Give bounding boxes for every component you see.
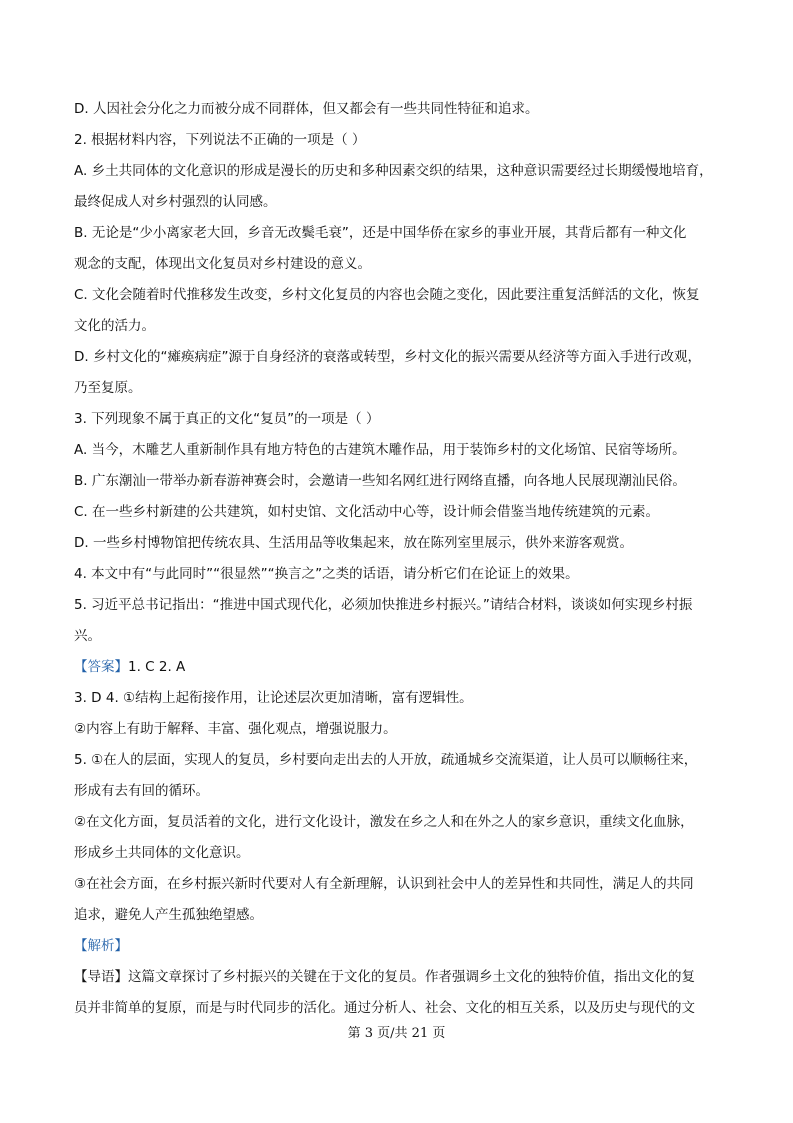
text-line: D. 乡村文化的“瘫痪病症”源于自身经济的衰落或转型，乡村文化的振兴需要从经济等方面入手进行改观， <box>74 349 701 365</box>
analysis-label: 【解析】 <box>74 938 128 954</box>
question-4: 4. 本文中有“与此同时”“很显然”“换言之”之类的话语，请分析它们在论证上的效果。 <box>74 566 579 582</box>
text-line: 兴。 <box>74 628 101 644</box>
guide-line <box>74 962 724 993</box>
text-line: 文化的活力。 <box>74 318 155 334</box>
text-line: 乃至复原。 <box>74 380 142 396</box>
text-line: ②在文化方面，复员活着的文化，进行文化设计，激发在乡之人和在外之人的家乡意识，重续文化血脉， <box>74 814 694 830</box>
answer-label: 【答案】 <box>74 659 128 675</box>
analysis-line <box>74 931 724 962</box>
question-3: 3. 下列现象不属于真正的文化“复员”的一项是（ ） <box>74 411 380 427</box>
answer-line <box>74 652 724 683</box>
text-line: B. 无论是“少小离家老大回，乡音无改鬓毛衰”，还是中国华侨在家乡的事业开展，其背后都有一种文化 <box>74 225 687 241</box>
page-content <box>74 94 724 1024</box>
text-line: 形成有去有回的循环。 <box>74 783 209 799</box>
text-line: 3. D 4. ①结构上起衔接作用，让论述层次更加清晰，富有逻辑性。 <box>74 690 473 706</box>
text-line: 5. ①在人的层面，实现人的复员，乡村要向走出去的人开放，疏通城乡交流渠道，让人员可以顺畅往来， <box>74 752 698 768</box>
text-line: 员并非简单的复原，而是与时代同步的活化。通过分析人、社会、文化的相互关系，以及历史与现代的文 <box>74 1000 695 1016</box>
text-line: ③在社会方面，在乡村振兴新时代要对人有全新理解，认识到社会中人的差异性和共同性，满足人的共同 <box>74 876 694 892</box>
text-line: D. 一些乡村博物馆把传统农具、生活用品等收集起来，放在陈列室里展示，供外来游客观赏。 <box>74 535 633 551</box>
text-line: A. 当今，木雕艺人重新制作具有地方特色的古建筑木雕作品，用于装饰乡村的文化场馆、民宿等场所。 <box>74 442 686 458</box>
question-2: 2. 根据材料内容，下列说法不正确的一项是（ ） <box>74 132 366 148</box>
text-line: 追求，避免人产生孤独绝望感。 <box>74 907 263 923</box>
answer-text: 1. C 2. A <box>128 659 186 675</box>
question-5: 5. 习近平总书记指出：“推进中国式现代化，必须加快推进乡村振兴。”请结合材料，谈谈如何实现乡村振 <box>74 597 693 613</box>
guide-label: 【导语】 <box>74 969 128 985</box>
text-line: 观念的支配，体现出文化复员对乡村建设的意义。 <box>74 256 371 272</box>
page-footer: 第 3 页/共 21 页 <box>347 1026 446 1041</box>
text-line: 形成乡土共同体的文化意识。 <box>74 845 250 861</box>
guide-text: 这篇文章探讨了乡村振兴的关键在于文化的复员。作者强调乡土文化的独特价值，指出文化的复 <box>128 969 695 985</box>
text-line: ②内容上有助于解释、丰富、强化观点，增强说服力。 <box>74 721 397 737</box>
text-line: C. 在一些乡村新建的公共建筑，如村史馆、文化活动中心等，设计师会借鉴当地传统建筑的元素。 <box>74 504 660 520</box>
text-line: B. 广东潮汕一带举办新春游神赛会时，会邀请一些知名网红进行网络直播，向各地人民展现潮汕民俗。 <box>74 473 686 489</box>
text-line: D. 人因社会分化之力而被分成不同群体，但又都会有一些共同性特征和追求。 <box>74 101 539 117</box>
text-line: A. 乡土共同体的文化意识的形成是漫长的历史和多种因素交织的结果，这种意识需要经过长期缓慢地培育， <box>74 163 713 179</box>
text-line: C. 文化会随着时代推移发生改变，乡村文化复员的内容也会随之变化，因此要注重复活鲜活的文化，恢复 <box>74 287 700 303</box>
text-line: 最终促成人对乡村强烈的认同感。 <box>74 194 277 210</box>
